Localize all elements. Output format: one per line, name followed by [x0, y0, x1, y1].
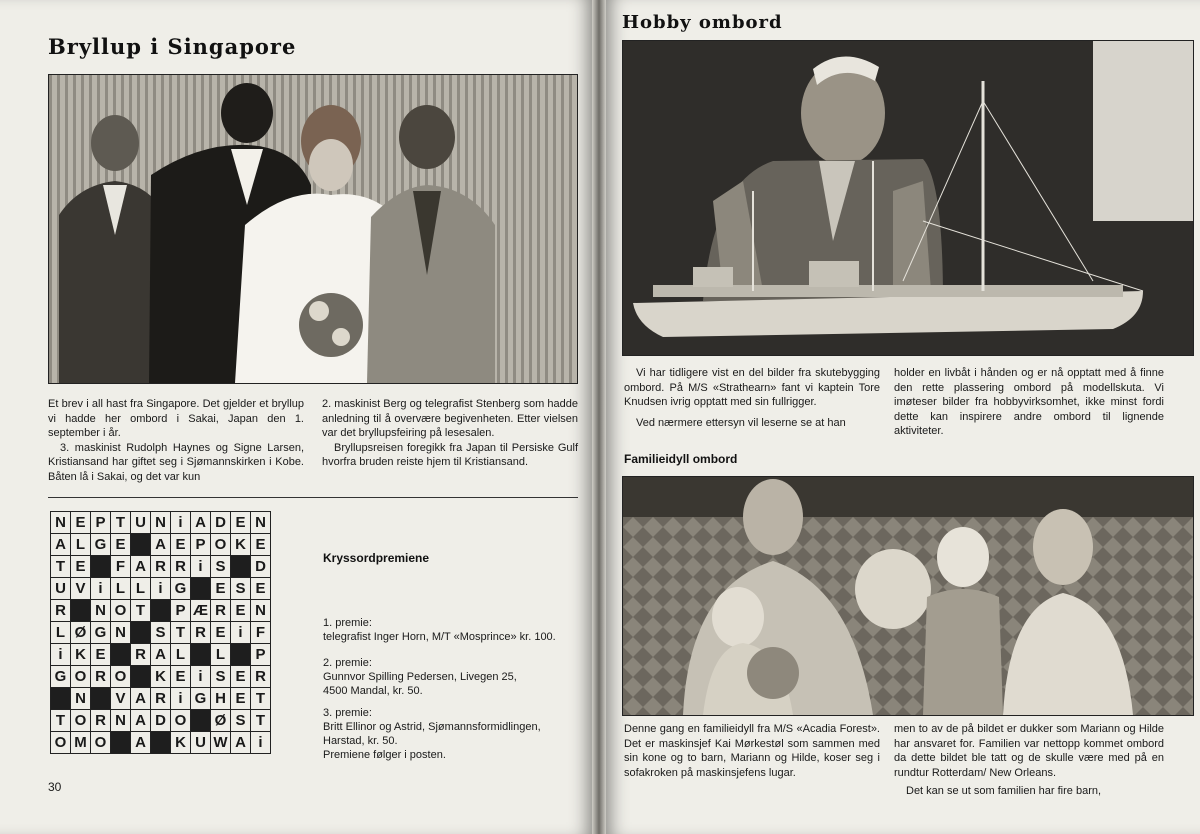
crossword-cell: E — [171, 666, 191, 688]
crossword-grid — [50, 511, 304, 773]
crossword-cell: S — [211, 666, 231, 688]
crossword-cell: A — [131, 688, 151, 710]
prize-1 — [323, 616, 556, 644]
crossword-cell: O — [51, 732, 71, 754]
crossword-cell: K — [171, 732, 191, 754]
crossword-cell: G — [51, 666, 71, 688]
prize-winner: 4500 Mandal, kr. 50. — [323, 685, 423, 697]
crossword-cell: E — [111, 534, 131, 556]
page-title-wedding: Bryllup i Singapore — [48, 34, 297, 59]
crossword-cell: i — [191, 666, 211, 688]
crossword-cell: i — [51, 644, 71, 666]
crossword-cell: O — [211, 534, 231, 556]
crossword-cell: P — [91, 512, 111, 534]
crossword-cell: N — [91, 600, 111, 622]
prize-3 — [323, 706, 541, 762]
crossword-cell: O — [111, 666, 131, 688]
crossword-cell: A — [131, 710, 151, 732]
crossword-cell: D — [251, 556, 271, 578]
crossword-cell: K — [151, 666, 171, 688]
crossword-block — [151, 600, 171, 622]
crossword-cell: E — [231, 600, 251, 622]
page-number: 30 — [48, 780, 62, 794]
divider — [48, 497, 578, 498]
crossword-cell: E — [231, 512, 251, 534]
crossword-cell: i — [171, 512, 191, 534]
crossword-block — [111, 732, 131, 754]
left-page — [0, 0, 592, 834]
crossword-cell: A — [151, 534, 171, 556]
crossword-cell: U — [191, 732, 211, 754]
crossword-cell: T — [251, 710, 271, 732]
family-text-col2 — [894, 722, 1164, 799]
crossword-cell: A — [51, 534, 71, 556]
crossword-row — [51, 710, 271, 732]
crossword-cell: K — [71, 644, 91, 666]
crossword-cell: S — [151, 622, 171, 644]
crossword-cell: E — [211, 578, 231, 600]
crossword-cell: N — [51, 512, 71, 534]
crossword-cell: S — [231, 710, 251, 732]
crossword-cell: W — [211, 732, 231, 754]
crossword-cell: Ø — [211, 710, 231, 732]
crossword-cell: V — [71, 578, 91, 600]
crossword-cell: R — [51, 600, 71, 622]
crossword-cell: E — [91, 644, 111, 666]
crossword-cell: E — [71, 556, 91, 578]
crossword-cell: R — [131, 644, 151, 666]
crossword-cell: T — [171, 622, 191, 644]
crossword-cell: A — [131, 732, 151, 754]
crossword-cell: M — [71, 732, 91, 754]
crossword-row — [51, 578, 271, 600]
crossword-block — [131, 622, 151, 644]
paragraph: 3. maskinist Rudolph Haynes og Signe Larsen, Kristiansand har giftet seg i Sjømannskirken i Kobe. Båten lå i Sakai, og det var kun — [48, 441, 304, 483]
crossword-cell: P — [251, 644, 271, 666]
crossword-cell: G — [91, 534, 111, 556]
crossword-block — [131, 666, 151, 688]
paragraph: 2. maskinist Berg og telegrafist Stenberg som hadde anledning til å overvære begivenheten. Etter vielsen var det bryllupsfeiring på lesesalen. — [322, 398, 578, 440]
wedding-text-col1 — [48, 397, 304, 485]
prize-winner: Britt Ellinor og Astrid, Sjømannsformidlingen, — [323, 721, 541, 733]
crossword-cell: i — [171, 688, 191, 710]
prize-winner: telegrafist Inger Horn, M/T «Mosprince» kr. 100. — [323, 631, 556, 643]
wedding-photo — [48, 74, 578, 384]
crossword-cell: U — [131, 512, 151, 534]
prize-winner: Gunnvor Spilling Pedersen, Livegen 25, — [323, 671, 517, 683]
crossword-cell: L — [51, 622, 71, 644]
crossword-row — [51, 512, 271, 534]
crossword-cell: R — [211, 600, 231, 622]
crossword-cell: R — [151, 688, 171, 710]
prize-label: 1. premie: — [323, 617, 372, 629]
subtitle-family: Familieidyll ombord — [624, 452, 738, 466]
paragraph: Vi har tidligere vist en del bilder fra skutebygging ombord. På M/S «Strathearn» fant vi kaptein Tore Knudsen ivrig opptatt med sin fullrigger. — [624, 367, 880, 409]
crossword-cell: T — [51, 556, 71, 578]
prize-winner: Harstad, kr. 50. — [323, 735, 398, 747]
crossword-row — [51, 688, 271, 710]
crossword-cell: F — [251, 622, 271, 644]
right-page — [606, 0, 1200, 834]
paragraph: Bryllupsreisen foregikk fra Japan til Persiske Gulf hvorfra bruden reiste hjem til Kristiansand. — [322, 441, 578, 469]
crossword-row — [51, 556, 271, 578]
crossword-cell: D — [151, 710, 171, 732]
hobby-text-col1 — [624, 366, 880, 430]
crossword-cell: E — [231, 688, 251, 710]
crossword-cell: V — [111, 688, 131, 710]
crossword-block — [51, 688, 71, 710]
gutter — [592, 0, 606, 834]
crossword-cell: O — [171, 710, 191, 732]
crossword-cell: K — [231, 534, 251, 556]
crossword-cell: P — [191, 534, 211, 556]
crossword-cell: Æ — [191, 600, 211, 622]
crossword-row — [51, 644, 271, 666]
paragraph: Det kan se ut som familien har fire barn, — [906, 785, 1102, 798]
crossword-cell: O — [111, 600, 131, 622]
crossword-cell: R — [251, 666, 271, 688]
crossword-cell: i — [231, 622, 251, 644]
prize-2 — [323, 656, 517, 698]
crossword-cell: L — [171, 644, 191, 666]
crossword-cell: S — [231, 578, 251, 600]
crossword-block — [231, 644, 251, 666]
crossword-cell: S — [211, 556, 231, 578]
crossword-row — [51, 622, 271, 644]
hobby-text-col2 — [894, 366, 1164, 439]
crossword-cell: T — [131, 600, 151, 622]
wedding-text-col2 — [322, 397, 578, 470]
family-text-col1 — [624, 722, 880, 780]
crossword-cell: N — [111, 622, 131, 644]
crossword-row — [51, 666, 271, 688]
crossword-cell: R — [191, 622, 211, 644]
crossword-cell: A — [131, 556, 151, 578]
crossword-cell: O — [91, 732, 111, 754]
crossword-block — [231, 556, 251, 578]
crossword-cell: E — [211, 622, 231, 644]
crossword-cell: D — [211, 512, 231, 534]
crossword-cell: T — [111, 512, 131, 534]
crossword-cell: i — [251, 732, 271, 754]
crossword-cell: N — [151, 512, 171, 534]
crossword-block — [71, 600, 91, 622]
crossword-cell: T — [251, 688, 271, 710]
crossword-cell: G — [171, 578, 191, 600]
paragraph: men to av de på bildet er dukker som Mariann og Hilde har ansvaret for. Familien var nettopp kommet ombord da dette bildet ble tatt og de skulle være med på en rundtur Rotterdam/ New Orleans. — [894, 723, 1164, 779]
crossword-cell: A — [191, 512, 211, 534]
crossword-cell: E — [251, 578, 271, 600]
crossword-cell: Ø — [71, 622, 91, 644]
family-photo — [622, 476, 1194, 716]
crossword-block — [131, 534, 151, 556]
paragraph: holder en livbåt i hånden og er nå opptatt med å finne den rette plassering ombord på modellskuta. Vi imøteser bilder fra hobbyvirksomhet, ikke minst fordi dette kan inspirere andre ombord til lignende aktiviteter. — [894, 367, 1164, 438]
crossword-cell: i — [191, 556, 211, 578]
crossword-block — [191, 644, 211, 666]
crossword-block — [191, 578, 211, 600]
crossword-row — [51, 600, 271, 622]
crossword-cell: R — [171, 556, 191, 578]
crossword-row — [51, 732, 271, 754]
crossword-cell: i — [151, 578, 171, 600]
paragraph: Et brev i all hast fra Singapore. Det gjelder et bryllup vi hadde her ombord i Sakai, Japan den 1. september i år. — [48, 398, 304, 440]
crossword-cell: N — [251, 600, 271, 622]
crossword-cell: L — [131, 578, 151, 600]
crossword-cell: N — [111, 710, 131, 732]
crossword-cell: H — [211, 688, 231, 710]
crossword-cell: i — [91, 578, 111, 600]
crossword-block — [191, 710, 211, 732]
crossword-cell: U — [51, 578, 71, 600]
crossword-cell: N — [71, 688, 91, 710]
prizes-title: Kryssordpremiene — [323, 551, 430, 565]
crossword-cell: E — [231, 666, 251, 688]
crossword-block — [111, 644, 131, 666]
crossword-cell: O — [71, 710, 91, 732]
crossword-row — [51, 534, 271, 556]
crossword-cell: E — [171, 534, 191, 556]
crossword-block — [91, 688, 111, 710]
crossword-cell: L — [211, 644, 231, 666]
crossword-cell: O — [71, 666, 91, 688]
crossword-block — [151, 732, 171, 754]
crossword-cell: G — [191, 688, 211, 710]
crossword-cell: R — [91, 710, 111, 732]
crossword-cell: A — [151, 644, 171, 666]
prize-footer: Premiene følger i posten. — [323, 749, 446, 761]
crossword-block — [91, 556, 111, 578]
crossword-cell: E — [71, 512, 91, 534]
hobby-photo — [622, 40, 1194, 356]
crossword-cell: G — [91, 622, 111, 644]
crossword-cell: N — [251, 512, 271, 534]
prize-label: 3. premie: — [323, 707, 372, 719]
page-title-hobby: Hobby ombord — [622, 12, 783, 33]
crossword-cell: F — [111, 556, 131, 578]
crossword-cell: R — [91, 666, 111, 688]
crossword-cell: T — [51, 710, 71, 732]
paragraph: Denne gang en familieidyll fra M/S «Acadia Forest». Det er maskinsjef Kai Mørkestøl som sammen med sin kone og to barn, Mariann og Hilde, koser seg i sofakroken på maskinsjefens lugar. — [624, 723, 880, 779]
crossword-cell: E — [251, 534, 271, 556]
prize-label: 2. premie: — [323, 657, 372, 669]
crossword-cell: A — [231, 732, 251, 754]
crossword-cell: L — [71, 534, 91, 556]
paragraph: Ved nærmere ettersyn vil leserne se at han — [636, 416, 846, 429]
crossword-cell: L — [111, 578, 131, 600]
crossword-cell: R — [151, 556, 171, 578]
crossword-cell: P — [171, 600, 191, 622]
